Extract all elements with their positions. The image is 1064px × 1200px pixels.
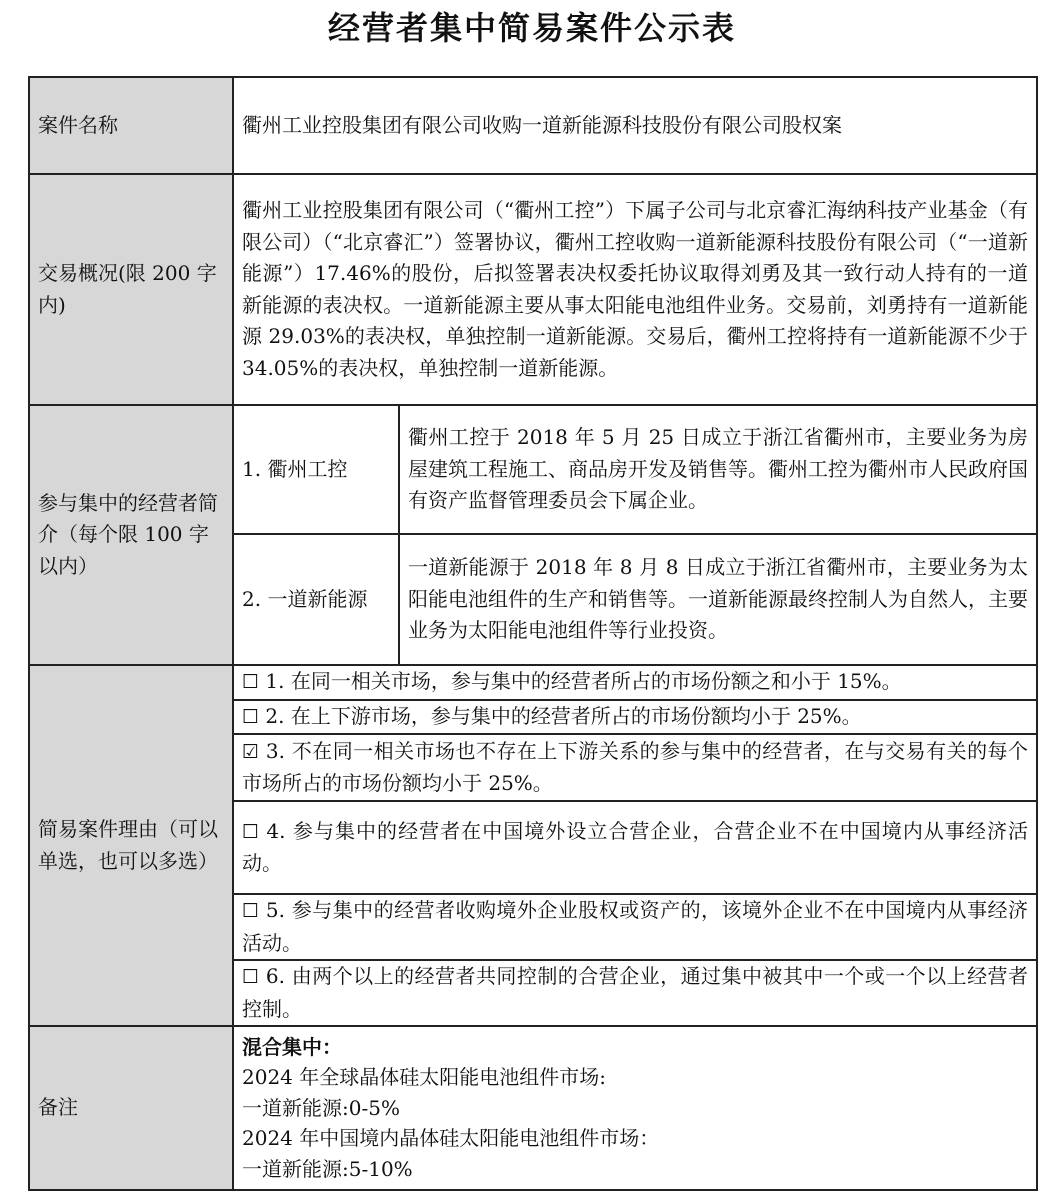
row-transaction — [29, 174, 1037, 405]
transaction-label: 交易概况(限 200 字内) — [29, 174, 233, 405]
checkbox-icon[interactable]: ☐ — [242, 900, 260, 922]
checkbox-icon[interactable]: ☐ — [242, 820, 260, 843]
row-party-1 — [29, 405, 1037, 534]
notes-line: 2024 年全球晶体硅太阳能电池组件市场: — [242, 1065, 606, 1090]
checkbox-icon[interactable]: ☐ — [242, 671, 260, 693]
reason-option-3 — [233, 734, 1037, 801]
notes-line: 2024 年中国境内晶体硅太阳能电池组件市场： — [242, 1126, 660, 1151]
reason-text: 4. 参与集中的经营者在中国境外设立合营企业，合营企业不在中国境内从事经济活动。 — [242, 818, 1028, 875]
notes-line: 一道新能源:0-5% — [242, 1095, 400, 1120]
case-form-table — [28, 76, 1038, 1191]
case-name-label: 案件名称 — [29, 77, 233, 174]
reason-text: 2. 在上下游市场，参与集中的经营者所占的市场份额均小于 25%。 — [259, 703, 862, 728]
party-1-name: 1. 衢州工控 — [233, 405, 399, 534]
party-1-desc: 衢州工控于 2018 年 5 月 25 日成立于浙江省衢州市，主要业务为房屋建筑工程施工、商品房开发及销售等。衢州工控为衢州市人民政府国有资产监督管理委员会下属企业。 — [399, 405, 1037, 534]
checkbox-icon[interactable]: ☐ — [242, 705, 260, 728]
reason-option-6 — [233, 960, 1037, 1026]
page-title: 经营者集中简易案件公示表 — [327, 9, 736, 47]
reason-option-5 — [233, 894, 1037, 960]
transaction-value: 衢州工业控股集团有限公司（“衢州工控”）下属子公司与北京睿汇海纳科技产业基金（有限公司）（“北京睿汇”）签署协议，衢州工控收购一道新能源科技股份有限公司（“一道新能源”）17.46%的股份，后拟签署表决权委托协议取得刘勇及其一致行动人持有的一道新能源的表决权。一道新能源主要从事太阳能电池组件业务。交易前，刘勇持有一道新能源 29.03%的表决权，单独控制一道新能源。交易后，衢州工控将持有一道新能源不少于 34.05%的表决权，单独控制一道新能源。 — [233, 174, 1037, 405]
reason-text: 1. 在同一相关市场，参与集中的经营者所占的市场份额之和小于 15%。 — [259, 669, 902, 693]
reason-option-4 — [233, 801, 1037, 894]
notes-label: 备注 — [29, 1026, 233, 1190]
reason-option-1 — [233, 665, 1037, 700]
notes-value — [233, 1026, 1037, 1190]
checked-checkbox-icon[interactable]: ☑ — [242, 740, 260, 763]
party-2-name: 2. 一道新能源 — [233, 534, 399, 665]
reason-text: 6. 由两个以上的经营者共同控制的合营企业，通过集中被其中一个或一个以上经营者控制。 — [242, 964, 1028, 1021]
notes-heading: 混合集中： — [242, 1034, 342, 1059]
row-reason-1 — [29, 665, 1037, 700]
reason-text: 5. 参与集中的经营者收购境外企业股权或资产的，该境外企业不在中国境内从事经济活动。 — [242, 898, 1028, 955]
case-name-value: 衢州工业控股集团有限公司收购一道新能源科技股份有限公司股权案 — [233, 77, 1037, 174]
reason-option-2 — [233, 700, 1037, 735]
checkbox-icon[interactable]: ☐ — [242, 966, 260, 988]
row-notes — [29, 1026, 1037, 1190]
parties-label: 参与集中的经营者简介（每个限 100 字以内） — [29, 405, 233, 665]
reasons-label: 简易案件理由（可以单选，也可以多选） — [29, 665, 233, 1026]
notes-line: 一道新能源:5-10% — [242, 1156, 413, 1181]
row-case-name — [29, 77, 1037, 174]
party-2-desc: 一道新能源于 2018 年 8 月 8 日成立于浙江省衢州市，主要业务为太阳能电池组件的生产和销售等。一道新能源最终控制人为自然人，主要业务为太阳能电池组件等行业投资。 — [399, 534, 1037, 665]
reason-text: 3. 不在同一相关市场也不存在上下游关系的参与集中的经营者，在与交易有关的每个市场所占的市场份额均小于 25%。 — [242, 738, 1028, 795]
